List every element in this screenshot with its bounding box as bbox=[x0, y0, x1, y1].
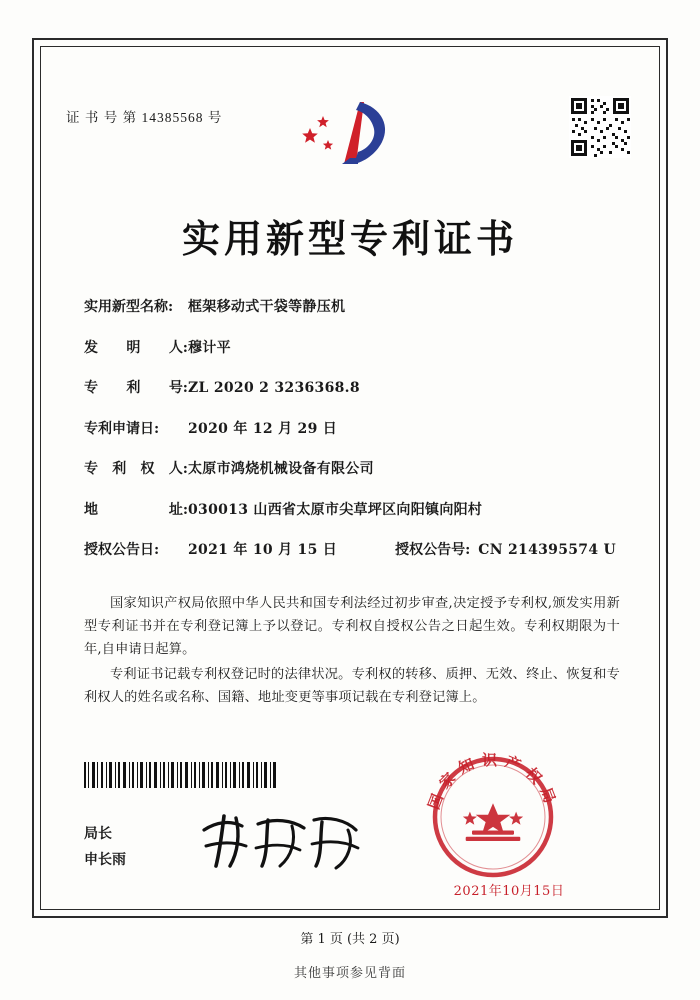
barcode-icon bbox=[84, 762, 276, 788]
label-char: 号: bbox=[168, 380, 188, 396]
footer-note: 其他事项参见背面 bbox=[293, 966, 406, 981]
field-row-application-date bbox=[84, 418, 624, 438]
label-char: 发 bbox=[84, 339, 98, 356]
page-number: 第 1 页 (共 2 页) bbox=[300, 932, 400, 947]
field-value-address: 030013 山西省太原市尖草坪区向阳镇向阳村 bbox=[188, 501, 483, 518]
label-char: 专 bbox=[84, 380, 98, 396]
field-value-patentee: 太原市鸿烧机械设备有限公司 bbox=[188, 461, 374, 477]
official-red-seal-icon bbox=[418, 742, 568, 892]
field-label-name: 实用新型名称: bbox=[84, 299, 174, 315]
label-char: 利 bbox=[126, 380, 141, 396]
field-row-grant bbox=[84, 539, 624, 559]
field-value-grant-date: 2021 年 10 月 15 日 bbox=[188, 542, 338, 558]
label-char: 专 bbox=[84, 461, 98, 477]
label-char: 人: bbox=[168, 339, 188, 356]
field-row-address bbox=[84, 499, 624, 519]
qr-code-icon bbox=[569, 96, 631, 158]
field-value-name: 框架移动式干袋等静压机 bbox=[188, 299, 346, 315]
label-char: 址: bbox=[168, 501, 188, 518]
cnipa-logo-icon bbox=[298, 92, 394, 168]
handwritten-signature-icon bbox=[196, 808, 366, 872]
field-label-grant-date: 授权公告日: bbox=[84, 542, 160, 558]
field-label-application-date: 专利申请日: bbox=[84, 420, 160, 437]
field-row-patentee bbox=[84, 458, 624, 478]
field-label-address bbox=[84, 499, 188, 519]
legal-paragraph-2: 专利证书记载专利权登记时的法律状况。专利权的转移、质押、无效、终止、恢复和专利权人的姓名或名称、国籍、地址变更等事项记载在专利登记簿上。 bbox=[84, 667, 620, 706]
field-row-name bbox=[84, 296, 624, 316]
certificate-number: 证 书 号 第 14385568 号 bbox=[66, 110, 223, 125]
director-title-label: 局长 bbox=[84, 826, 112, 842]
label-char: 权 bbox=[140, 461, 155, 477]
field-value-patent-number: ZL 2020 2 3236368.8 bbox=[188, 380, 360, 396]
svg-text:国家知识产权局: 国家知识产权局 bbox=[424, 751, 562, 812]
seal-date: 2021年10月15日 bbox=[453, 884, 565, 899]
label-char: 地 bbox=[84, 501, 98, 518]
field-label-grant-number: 授权公告号: bbox=[395, 542, 471, 558]
field-row-patent-number bbox=[84, 377, 624, 397]
field-value-application-date: 2020 年 12 月 29 日 bbox=[188, 420, 338, 437]
field-value-grant-number: CN 214395574 U bbox=[478, 542, 617, 558]
page-title: 实用新型专利证书 bbox=[181, 216, 518, 261]
label-char: 人: bbox=[168, 461, 188, 477]
label-char: 利 bbox=[112, 461, 127, 477]
fields-block bbox=[84, 296, 624, 580]
legal-text-block bbox=[84, 592, 620, 711]
field-label-inventor bbox=[84, 337, 188, 357]
field-label-patent-number bbox=[84, 377, 188, 397]
field-label-patentee bbox=[84, 458, 188, 478]
field-row-inventor bbox=[84, 337, 624, 357]
signature-labels bbox=[84, 822, 126, 874]
field-value-inventor: 穆计平 bbox=[188, 339, 231, 356]
label-char: 明 bbox=[126, 339, 141, 356]
director-name-label: 申长雨 bbox=[84, 851, 126, 868]
grant-publication-group bbox=[395, 539, 616, 559]
legal-paragraph-1: 国家知识产权局依照中华人民共和国专利法经过初步审查,决定授予专利权,颁发实用新型专利证书并在专利登记簿上予以登记。专利权自授权公告之日起生效。专利权期限为十年,自申请日起算。 bbox=[84, 596, 620, 658]
